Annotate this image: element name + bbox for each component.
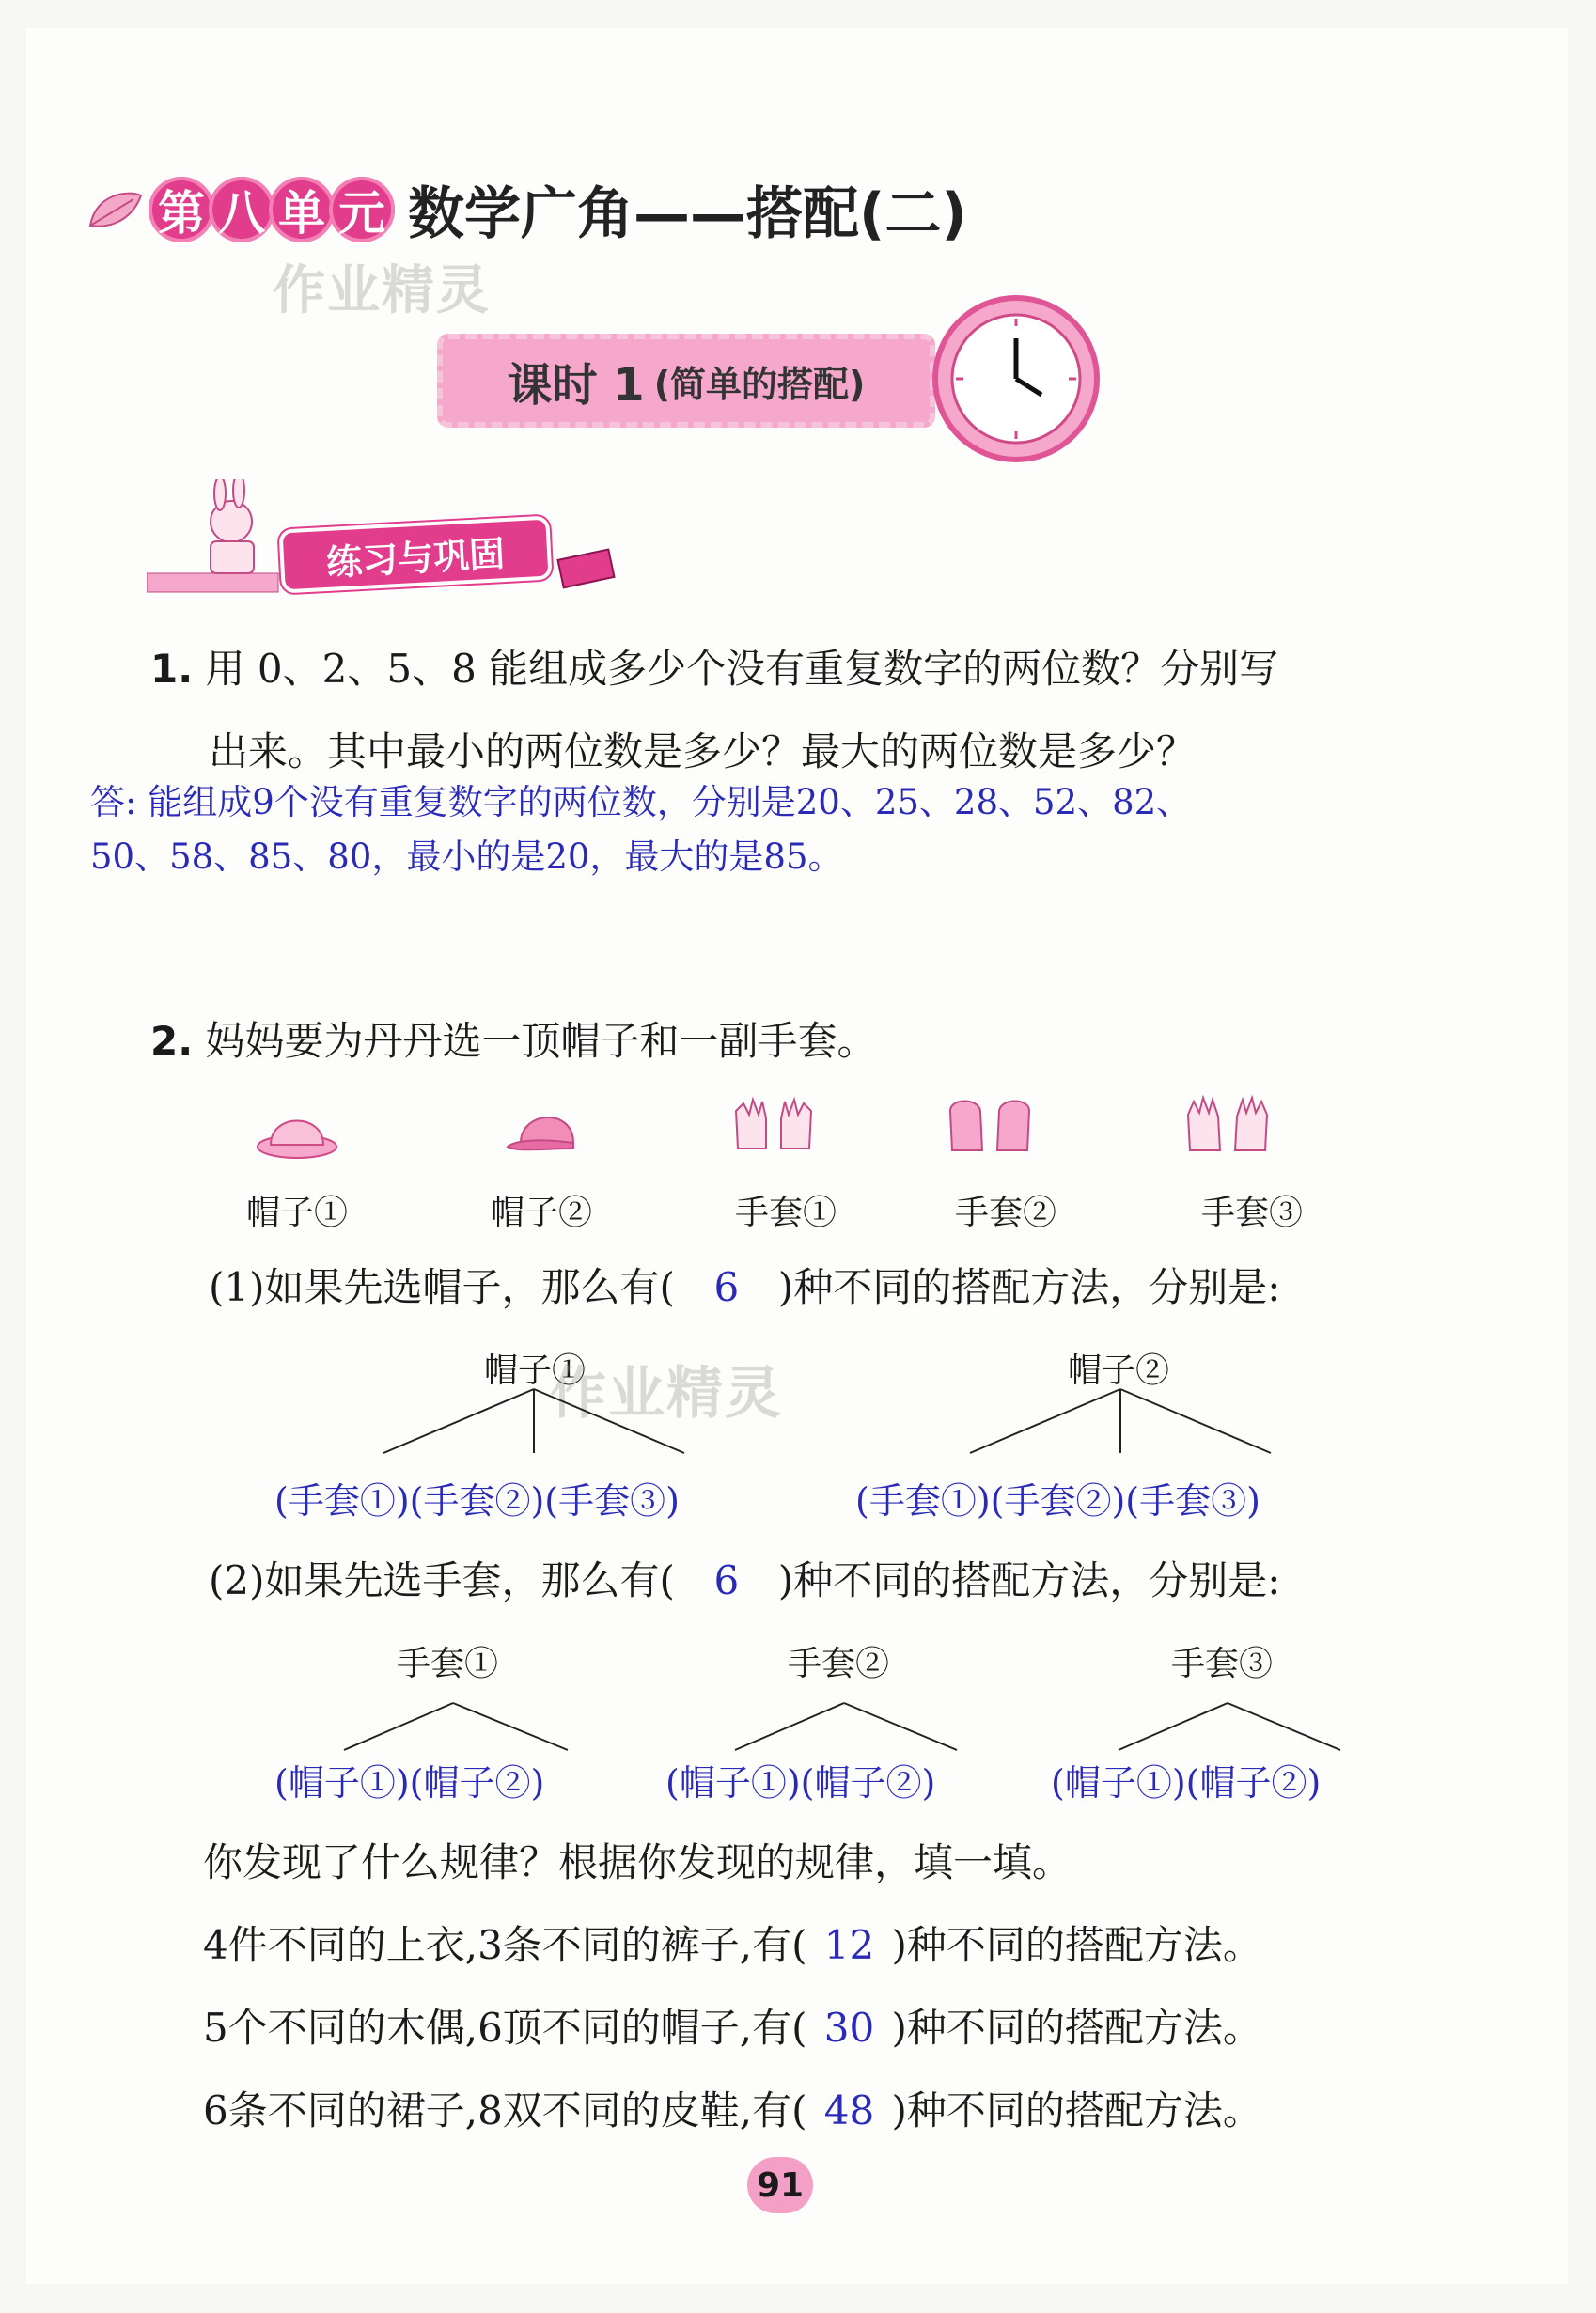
answer-line: 50、58、85、80，最小的是20，最大的是85。	[90, 836, 843, 877]
fill-in-text: 5个不同的木偶,6顶不同的帽子,有(	[203, 2005, 807, 2051]
question-text: 妈妈要为丹丹选一顶帽子和一副手套。	[205, 1018, 877, 1064]
unit-title-text: 数学广角——搭配(二)	[408, 181, 967, 247]
question-1-line-2: 出来。其中最小的两位数是多少？最大的两位数是多少？	[209, 728, 1197, 774]
item-caption: 手套②	[955, 1194, 1057, 1232]
fill-in-text-end: )种不同的搭配方法。	[891, 1922, 1262, 1968]
fill-in-text: 4件不同的上衣,3条不同的裤子,有(	[203, 1922, 807, 1968]
unit-badge-char: 第	[149, 177, 214, 242]
fill-in-answer: 30	[823, 2005, 875, 2051]
question-text: 用 0、2、5、8 能组成多少个没有重复数字的两位数？分别写	[205, 646, 1279, 692]
fill-in-text-end: )种不同的搭配方法。	[891, 2005, 1262, 2051]
tree-root: 手套②	[788, 1645, 890, 1683]
tree-leaves: (帽子①)(帽子②)	[274, 1762, 545, 1804]
fill-in-line	[203, 2083, 1262, 2139]
watermark: 作业精灵	[550, 1361, 783, 1427]
part-2-text: (2)如果先选手套，那么有(	[209, 1557, 675, 1603]
unit-badge-char: 八	[209, 177, 274, 242]
tree-leaves: (帽子①)(帽子②)	[665, 1762, 936, 1804]
tree-root: 帽子①	[484, 1352, 587, 1390]
page-number: 91	[747, 2157, 813, 2213]
unit-badge-char: 元	[329, 177, 395, 242]
item-caption: 帽子②	[491, 1194, 593, 1232]
fill-in-line	[203, 2000, 1262, 2056]
tree-root: 手套①	[397, 1645, 499, 1683]
answer-line: 答: 能组成9个没有重复数字的两位数，分别是20、25、28、52、82、	[90, 782, 1192, 822]
fill-in-answer: 12	[823, 1922, 875, 1968]
fill-in-answer: 48	[823, 2087, 875, 2133]
fill-in-line	[203, 1917, 1262, 1974]
part-2-answer: 6	[713, 1557, 740, 1603]
part-1-answer: 6	[713, 1264, 740, 1310]
part-1-text: (1)如果先选帽子，那么有(	[209, 1264, 675, 1310]
fill-in-text: 6条不同的裙子,8双不同的皮鞋,有(	[203, 2087, 807, 2133]
tree-root: 帽子②	[1068, 1352, 1170, 1390]
tree-leaves: (手套①)(手套②)(手套③)	[274, 1480, 680, 1522]
part-2-text-end: )种不同的搭配方法，分别是:	[777, 1557, 1281, 1603]
tree-leaves: (帽子①)(帽子②)	[1051, 1762, 1322, 1804]
watermark: 作业精灵	[273, 260, 491, 321]
lesson-subtitle: (简单的搭配)	[653, 363, 866, 405]
fill-in-text-end: )种不同的搭配方法。	[891, 2087, 1262, 2133]
item-caption: 手套③	[1201, 1194, 1304, 1232]
rule-prompt: 你发现了什么规律？根据你发现的规律，填一填。	[203, 1839, 1072, 1885]
section-label: 练习与巩固	[283, 520, 549, 590]
tree-leaves: (手套①)(手套②)(手套③)	[855, 1480, 1260, 1522]
item-caption: 手套①	[735, 1194, 837, 1232]
tree-root: 手套③	[1171, 1645, 1274, 1683]
item-caption: 帽子①	[246, 1194, 349, 1232]
unit-badge-char: 单	[269, 177, 335, 242]
question-number: 2.	[150, 1018, 194, 1064]
part-2-question	[209, 1553, 1525, 1609]
question-number: 1.	[150, 646, 194, 692]
lesson-title: 课时 1	[507, 358, 645, 412]
part-1-text-end: )种不同的搭配方法，分别是:	[777, 1264, 1281, 1310]
